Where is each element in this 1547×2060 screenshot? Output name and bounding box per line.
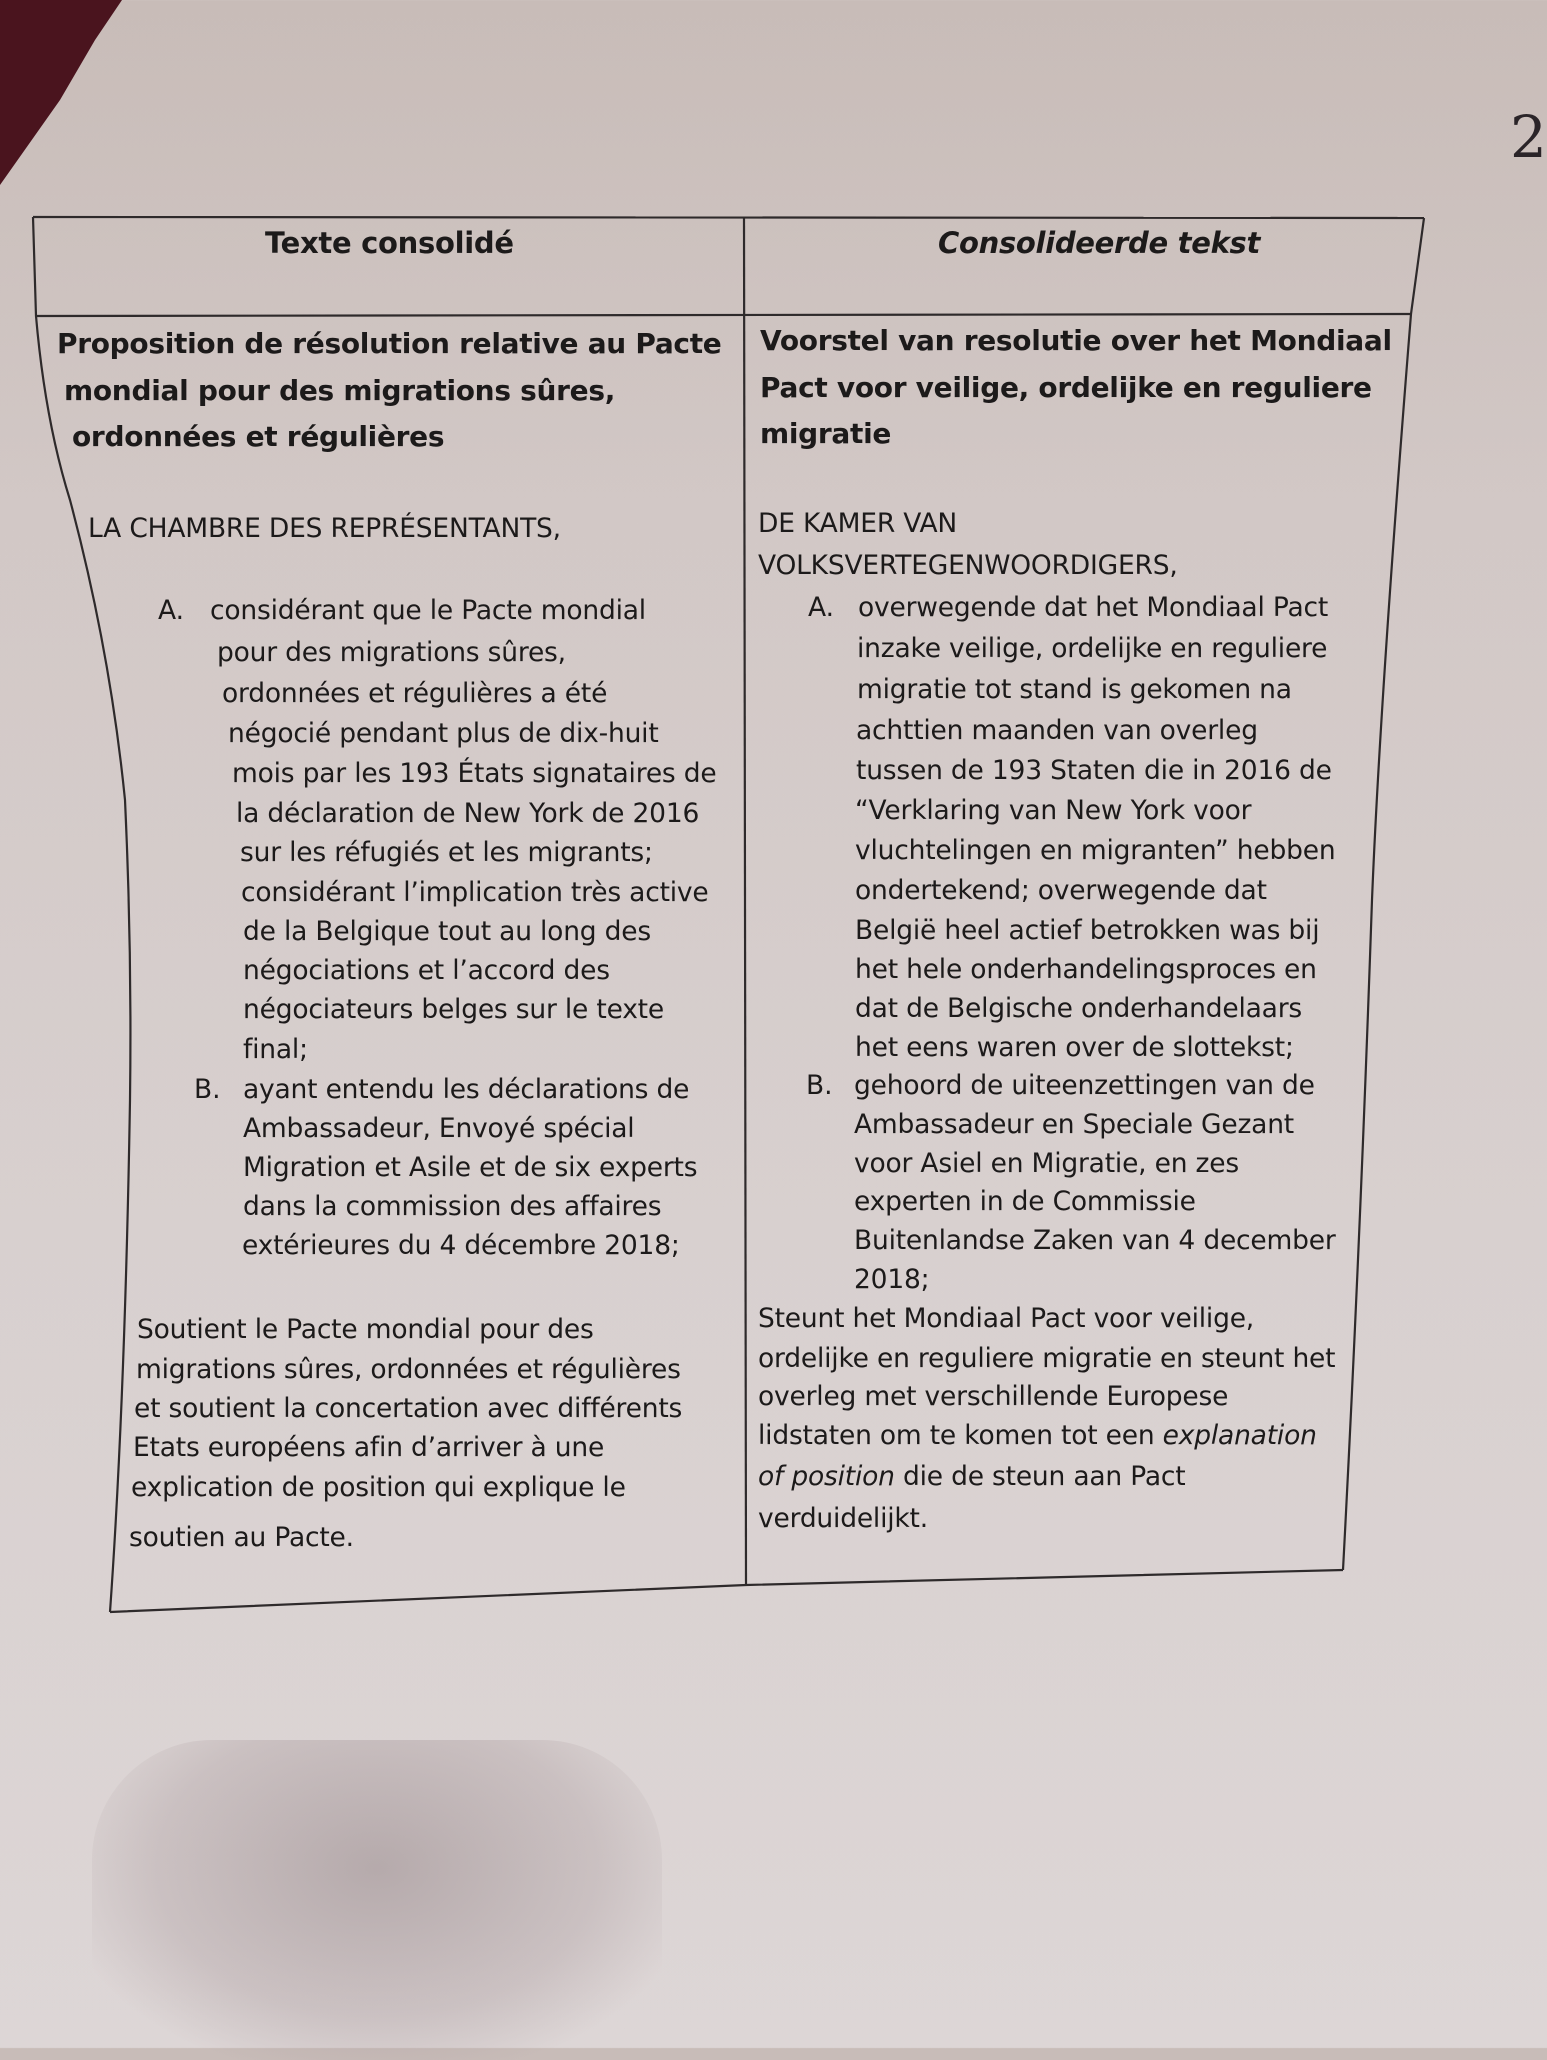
fr-item-a-line: de la Belgique tout au long des xyxy=(243,916,651,947)
nl-item-a-line: ondertekend; overwegende dat xyxy=(855,875,1267,906)
nl-conclusion-italic: explanation xyxy=(1162,1420,1317,1451)
nl-title-line: Voorstel van resolutie over het Mondiaal xyxy=(760,324,1392,357)
nl-conclusion-line: overleg met verschillende Europese xyxy=(758,1381,1229,1412)
nl-item-a-line: België heel actief betrokken was bij xyxy=(855,915,1320,946)
nl-chamber-line: VOLKSVERTEGENWOORDIGERS, xyxy=(758,550,1178,581)
fr-item-a-line: mois par les 193 États signataires de xyxy=(232,758,717,789)
table-bottom-border xyxy=(110,1570,1343,1612)
fr-item-a-marker: A. xyxy=(158,595,185,626)
fr-item-a-line: négocié pendant plus de dix-huit xyxy=(228,718,659,749)
nl-conclusion-line xyxy=(758,1461,1186,1492)
nl-title-line: migratie xyxy=(760,417,892,450)
nl-item-b-line: voor Asiel en Migratie, en zes xyxy=(854,1148,1239,1179)
fr-item-b-line: Migration et Asile et de six experts xyxy=(243,1152,698,1183)
nl-item-a-line: inzake veilige, ordelijke en reguliere xyxy=(857,633,1328,664)
nl-item-b-marker: B. xyxy=(806,1070,833,1101)
column-divider xyxy=(744,218,746,1585)
fr-item-a-line: considérant l’implication très active xyxy=(241,877,709,908)
fr-item-a-line: sur les réfugiés et les migrants; xyxy=(240,837,653,868)
nl-item-b-line: Buitenlandse Zaken van 4 december xyxy=(854,1225,1336,1256)
header-bottom-border xyxy=(36,314,1411,316)
fr-chamber: LA CHAMBRE DES REPRÉSENTANTS, xyxy=(88,513,561,544)
fr-title-line: Proposition de résolution relative au Pacte xyxy=(57,327,722,360)
fr-conclusion-line: soutien au Pacte. xyxy=(129,1522,354,1553)
fr-item-a-line: ordonnées et régulières a été xyxy=(222,678,608,709)
nl-item-a-line: vluchtelingen en migranten” hebben xyxy=(855,835,1336,866)
fr-conclusion-line: explication de position qui explique le xyxy=(131,1472,626,1503)
nl-conclusion-italic: of position xyxy=(758,1461,895,1492)
nl-item-a-line: dat de Belgische onderhandelaars xyxy=(855,993,1303,1024)
fr-item-b-line: extérieures du 4 décembre 2018; xyxy=(242,1230,680,1261)
nl-item-a-line: “Verklaring van New York voor xyxy=(855,795,1252,826)
fr-title-line: mondial pour des migrations sûres, xyxy=(64,374,616,407)
nl-item-a-line: achttien maanden van overleg xyxy=(856,715,1258,746)
nl-item-b-line: 2018; xyxy=(854,1264,930,1295)
table-top-border xyxy=(33,217,1424,218)
fr-conclusion-line: et soutient la concertation avec différents xyxy=(134,1393,683,1424)
nl-item-a-line: tussen de 193 Staten die in 2016 de xyxy=(856,755,1332,786)
nl-item-a-line: het eens waren over de slottekst; xyxy=(855,1032,1294,1063)
nl-title-line: Pact voor veilige, ordelijke en reguliere xyxy=(760,371,1372,404)
nl-item-a-line: migratie tot stand is gekomen na xyxy=(857,674,1292,705)
fr-item-b-marker: B. xyxy=(194,1074,221,1105)
fr-conclusion-line: migrations sûres, ordonnées et régulières xyxy=(136,1354,681,1385)
nl-item-a-line: overwegende dat het Mondiaal Pact xyxy=(858,592,1329,623)
fr-conclusion-line: Etats européens afin d’arriver à une xyxy=(133,1432,605,1463)
nl-conclusion-line: ordelijke en reguliere migratie en steunt het xyxy=(758,1343,1336,1374)
nl-conclusion-line xyxy=(758,1420,1317,1451)
nl-item-b-line: Ambassadeur en Speciale Gezant xyxy=(854,1109,1294,1140)
fr-conclusion-line: Soutient le Pacte mondial pour des xyxy=(137,1314,594,1345)
fr-item-b-line: ayant entendu les déclarations de xyxy=(243,1074,690,1105)
fr-item-b-line: dans la commission des affaires xyxy=(243,1191,662,1222)
header-fr: Texte consolidé xyxy=(265,226,514,260)
nl-item-a-line: het hele onderhandelingsproces en xyxy=(855,954,1317,985)
fr-item-a-line: négociations et l’accord des xyxy=(243,955,610,986)
fr-item-a-line: considérant que le Pacte mondial xyxy=(210,595,646,626)
nl-item-a-marker: A. xyxy=(808,592,835,623)
fr-item-a-line: final; xyxy=(243,1034,308,1065)
nl-item-b-line: gehoord de uiteenzettingen van de xyxy=(854,1070,1315,1101)
fr-item-a-line: la déclaration de New York de 2016 xyxy=(236,798,700,829)
table-right-border xyxy=(1343,218,1424,1570)
nl-conclusion-text: die de steun aan Pact xyxy=(902,1461,1186,1492)
nl-item-b-line: experten in de Commissie xyxy=(854,1186,1196,1217)
handwritten-page-number: 2 xyxy=(1510,103,1547,171)
fr-item-a-line: pour des migrations sûres, xyxy=(217,637,566,668)
nl-conclusion-text: lidstaten om te komen tot een xyxy=(758,1420,1163,1451)
nl-conclusion-line: Steunt het Mondiaal Pact voor veilige, xyxy=(758,1303,1255,1334)
fr-item-b-line: Ambassadeur, Envoyé spécial xyxy=(243,1113,635,1144)
fr-item-a-line: négociateurs belges sur le texte xyxy=(243,994,664,1025)
nl-chamber-line: DE KAMER VAN xyxy=(758,508,958,539)
header-nl: Consolideerde tekst xyxy=(938,226,1261,260)
fr-title-line: ordonnées et régulières xyxy=(72,420,445,453)
nl-conclusion-line: verduidelijkt. xyxy=(758,1503,928,1534)
